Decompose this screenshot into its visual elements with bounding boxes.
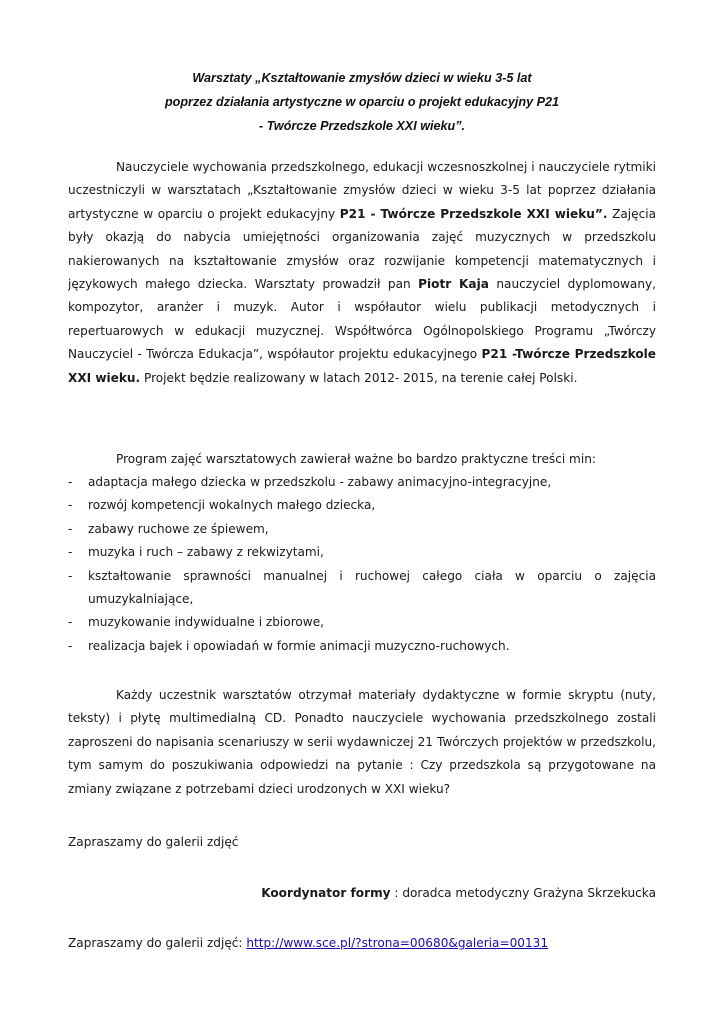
paragraph-materials: Każdy uczestnik warsztatów otrzymał materiały dydaktyczne w formie skryptu (nuty, teksty) i płytę multimedialną CD. Ponadto nauczyciele wychowania przedszkolnego zostali zaproszeni do napisania scenariuszy w serii wydawniczej 21 Twórczych projektów w przedszkolu, tym samym do poszukiwania odpowiedzi na pytanie : Czy przedszkola są przygotowane na zmiany związane z potrzebami dzieci urodzonych w XXI wieku? [68, 688, 656, 796]
program-intro: Program zajęć warsztatowych zawierał ważne bo bardzo praktyczne treści min: [116, 452, 596, 466]
dash-marker: - [68, 638, 73, 653]
list-item-text: zabawy ruchowe ze śpiewem, [88, 521, 269, 536]
list-item [68, 541, 656, 564]
dash-marker: - [68, 475, 73, 489]
list-item-text: realizacja bajek i opowiadań w formie animacji muzyczno-ruchowych. [88, 638, 510, 653]
p1-instructor-name: Piotr Kaja [418, 277, 489, 292]
list-item [68, 471, 656, 494]
list-item [68, 518, 656, 541]
list-item-text: rozwój kompetencji wokalnych małego dziecka, [88, 498, 376, 513]
title-line-3: - Twórcze Przedszkole XXI wieku”. [259, 119, 465, 133]
list-item [68, 611, 656, 634]
dash-marker: - [68, 498, 73, 513]
list-item [68, 635, 656, 658]
dash-marker: - [68, 545, 73, 560]
title-line-2: poprzez działania artystyczne w oparciu o projekt edukacyjny P21 [164, 95, 560, 109]
coordinator-line [68, 882, 656, 905]
coordinator-label: Koordynator formy [261, 886, 391, 900]
paragraph-workshop-description [68, 156, 656, 390]
p1-text-1: Nauczyciele wychowania przedszkolnego, edukacji wczesnoszkolnej i nauczyciele rytmiki uczestniczyli w warsztatach „Kształtowanie zmysłów dzieci w wieku 3-5 lat poprzez działania artystyczne w oparciu o projekt edukacyjny [68, 160, 656, 221]
dash-marker: - [68, 568, 73, 583]
dash-marker: - [68, 615, 73, 630]
gallery-link-prefix: Zapraszamy do galerii zdjęć: [68, 936, 247, 950]
document-title [0, 66, 724, 138]
program-list [68, 471, 656, 658]
p1-text-4: Projekt będzie realizowany w latach 2012- 2015, na terenie całej Polski. [140, 370, 578, 385]
gallery-link[interactable]: http://www.sce.pl/?strona=00680&galeria=00131 [246, 936, 549, 950]
p1-project-name: P21 - Twórcze Przedszkole XXI wieku”. [339, 206, 608, 221]
p1-project-name-2: P21 -Twórcze Przedszkole XXI wieku. [68, 347, 657, 385]
coordinator-text: : doradca metodyczny Grażyna Skrzekucka [390, 886, 656, 900]
dash-marker: - [68, 521, 73, 536]
list-item-text: adaptacja małego dziecka w przedszkolu - zabawy animacyjno-integracyjne, [88, 475, 552, 489]
gallery-link-line [68, 932, 656, 955]
list-item-text: kształtowanie sprawności manualnej i ruchowej całego ciała w oparciu o zajęcia umuzykalniające, [88, 568, 656, 607]
list-item-text: muzyka i ruch – zabawy z rekwizytami, [88, 545, 324, 560]
gallery-invite: Zapraszamy do galerii zdjęć [68, 835, 239, 849]
p1-text-2: Zajęcia były okazją do nabycia umiejętności organizowania zajęć muzycznych w przedszkolu nakierowanych na kształtowanie zmysłów oraz rozwijanie kompetencji matematycznych i językowych małego dziecka. Warsztaty prowadził pan [68, 206, 656, 292]
title-line-1: Warsztaty „Kształtowanie zmysłów dzieci w wieku 3-5 lat [192, 71, 532, 85]
p1-text-3: nauczyciel dyplomowany, kompozytor, aranżer i muzyk. Autor i współautor wielu publikacji metodycznych i repertuarowych w edukacji muzycznej. Współtwórca Ogólnopolskiego Programu „Twórczy Nauczyciel - Twórcza Edukacja”, współautor projektu edukacyjnego [68, 277, 656, 362]
list-item [68, 494, 656, 517]
list-item [68, 565, 656, 612]
list-item-text: muzykowanie indywidualne i zbiorowe, [88, 615, 324, 630]
